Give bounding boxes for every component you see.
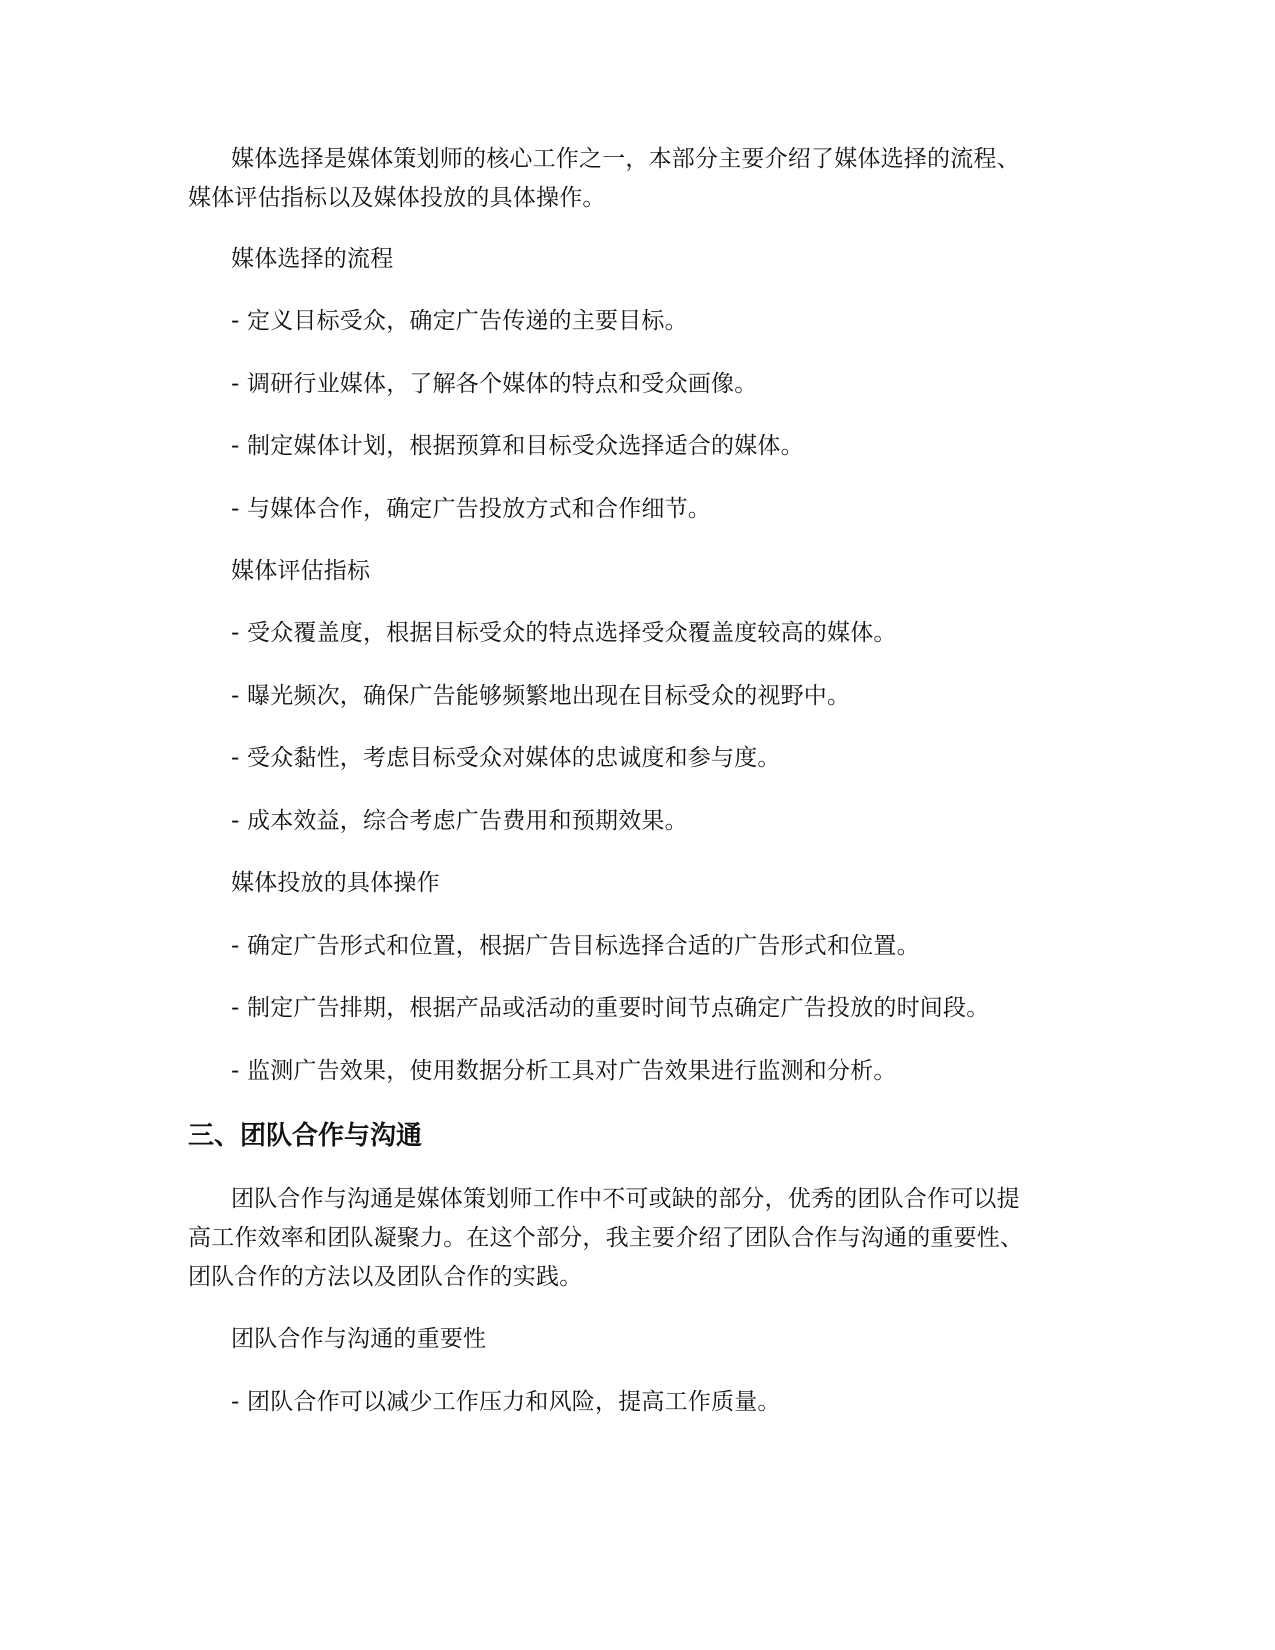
list-item: - 受众覆盖度，根据目标受众的特点选择受众覆盖度较高的媒体。 (231, 620, 897, 646)
list-item: - 调研行业媒体，了解各个媒体的特点和受众画像。 (231, 371, 758, 397)
section-heading: 三、团队合作与沟通 (188, 1121, 423, 1151)
subsection-title-process: 媒体选择的流程 (231, 246, 394, 272)
list-item: - 与媒体合作，确定广告投放方式和合作细节。 (231, 496, 712, 522)
list-item: - 团队合作可以减少工作压力和风险，提高工作质量。 (231, 1389, 781, 1415)
intro-paragraph-line-2: 媒体评估指标以及媒体投放的具体操作。 (188, 185, 606, 211)
list-item: - 制定广告排期，根据产品或活动的重要时间节点确定广告投放的时间段。 (231, 995, 990, 1021)
subsection-title-operations: 媒体投放的具体操作 (231, 870, 440, 896)
list-item: - 受众黏性，考虑目标受众对媒体的忠诚度和参与度。 (231, 745, 781, 771)
list-item: - 监测广告效果，使用数据分析工具对广告效果进行监测和分析。 (231, 1058, 897, 1084)
list-item: - 制定媒体计划，根据预算和目标受众选择适合的媒体。 (231, 433, 804, 459)
section3-paragraph-line-2: 高工作效率和团队凝聚力。在这个部分，我主要介绍了团队合作与沟通的重要性、 (188, 1225, 1024, 1251)
list-item: - 确定广告形式和位置，根据广告目标选择合适的广告形式和位置。 (231, 933, 920, 959)
list-item: - 定义目标受众，确定广告传递的主要目标。 (231, 308, 688, 334)
list-item: - 曝光频次，确保广告能够频繁地出现在目标受众的视野中。 (231, 683, 851, 709)
subsection-title-metrics: 媒体评估指标 (231, 558, 371, 584)
section3-paragraph-line-3: 团队合作的方法以及团队合作的实践。 (188, 1264, 583, 1290)
subsection-title-importance: 团队合作与沟通的重要性 (231, 1326, 487, 1352)
intro-paragraph-line-1: 媒体选择是媒体策划师的核心工作之一，本部分主要介绍了媒体选择的流程、 (231, 146, 1020, 172)
list-item: - 成本效益，综合考虑广告费用和预期效果。 (231, 808, 688, 834)
section3-paragraph-line-1: 团队合作与沟通是媒体策划师工作中不可或缺的部分，优秀的团队合作可以提 (231, 1186, 1020, 1212)
